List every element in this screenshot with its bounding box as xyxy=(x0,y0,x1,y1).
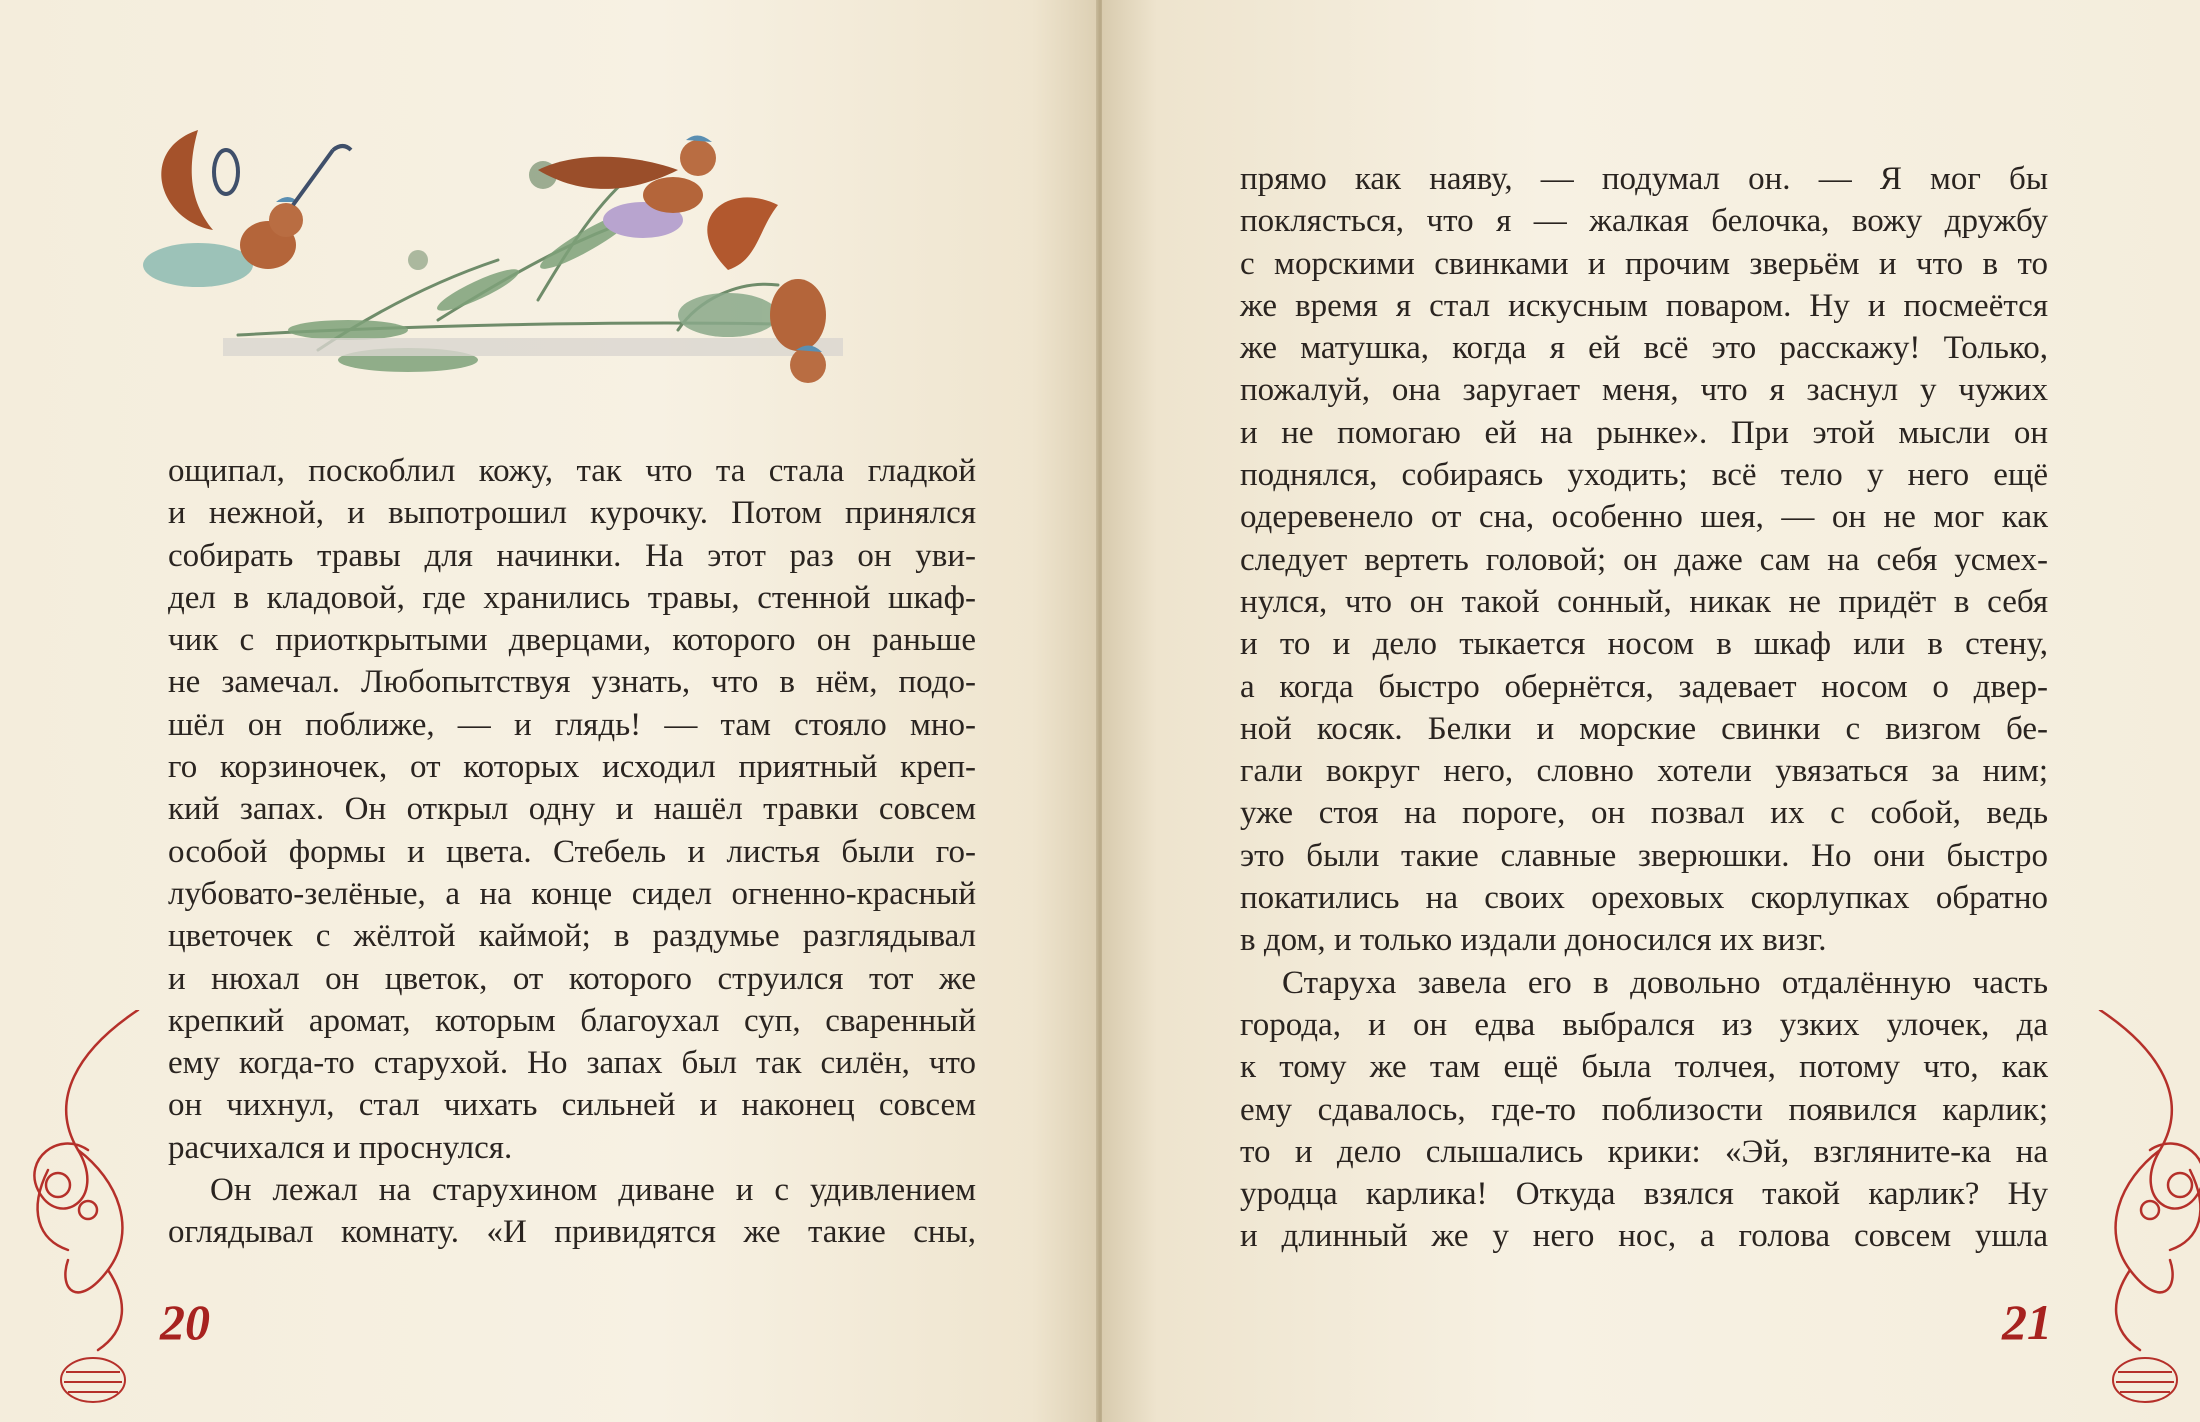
page-number: 20 xyxy=(160,1294,210,1350)
text-line: расчихался и проснулся. xyxy=(168,1129,513,1166)
text-line: нулся, что он такой сонный, никак не придёт в себя xyxy=(1240,583,2048,620)
text-line: оглядывал комнату. «И привидятся же такие сны, xyxy=(168,1214,976,1251)
page-number: 21 xyxy=(2002,1294,2052,1350)
squirrels-illustration xyxy=(118,110,1078,430)
text-line: собирать травы для начинки. На этот раз он уви- xyxy=(168,537,976,574)
text-line: уродца карлика! Откуда взялся такой карлик? Ну xyxy=(1240,1176,2048,1213)
text-line: прямо как наяву, — подумал он. — Я мог бы xyxy=(1240,161,2048,197)
text-line: поклясться, что я — жалкая белочка, вожу дружбу xyxy=(1240,203,2048,240)
text-line: крепкий аромат, которым благоухал суп, сваренный xyxy=(168,1002,976,1039)
floral-ornament-left xyxy=(18,1010,168,1410)
text-line: он чихнул, стал чихать сильней и наконец совсем xyxy=(168,1087,976,1124)
left-page-text xyxy=(168,450,976,1254)
text-line: и нежной, и выпотрошил курочку. Потом принялся xyxy=(168,495,976,532)
text-line: особой формы и цвета. Стебель и листья были го- xyxy=(168,833,976,870)
text-line: и длинный же у него нос, а голова совсем ушла xyxy=(1240,1218,2048,1255)
text-line: лубовато-зелёные, а на конце сидел огненно-красный xyxy=(168,875,976,912)
text-line: одеревенело от сна, особенно шея, — он не мог как xyxy=(1240,499,2048,536)
floral-ornament-right xyxy=(2070,1010,2200,1410)
text-line: к тому же там ещё была толчея, потому что, как xyxy=(1240,1049,2048,1086)
text-line: пожалуй, она заругает меня, что я заснул у чужих xyxy=(1240,372,2048,409)
left-page xyxy=(0,0,1098,1422)
right-page-text xyxy=(1240,158,2048,1258)
text-line: города, и он едва выбрался из узких улочек, да xyxy=(1240,1006,2048,1043)
text-line: чик с приоткрытыми дверцами, которого он раньше xyxy=(168,622,976,659)
text-line: следует вертеть головой; он даже сам на себя усмех- xyxy=(1240,541,2048,578)
text-line: Старуха завела его в довольно отдалённую часть xyxy=(1282,964,2048,1001)
text-line: и нюхал он цветок, от которого струился тот же xyxy=(168,960,976,997)
text-line: же время я стал искусным поваром. Ну и посмеётся xyxy=(1240,287,2048,324)
text-line: в дом, и только издали доносился их визг. xyxy=(1240,922,1827,959)
text-line: а когда быстро обернётся, задевает носом о двер- xyxy=(1240,668,2048,705)
text-line: поднялся, собираясь уходить; всё тело у него ещё xyxy=(1240,457,2048,494)
text-line: не замечал. Любопытствуя узнать, что в нём, подо- xyxy=(168,664,976,701)
text-line: же матушка, когда я ей всё это расскажу! Только, xyxy=(1240,330,2048,367)
text-line: дел в кладовой, где хранились травы, стенной шкаф- xyxy=(168,579,976,616)
text-line: уже стоя на пороге, он позвал их с собой, ведь xyxy=(1240,795,2048,832)
text-line: го корзиночек, от которых исходил приятный креп- xyxy=(168,749,976,786)
text-line: и не помогаю ей на рынке». При этой мысли он xyxy=(1240,414,2048,451)
text-line: ему сдавалось, где-то поблизости появился карлик; xyxy=(1240,1091,2048,1128)
text-line: шёл он поближе, — и глядь! — там стояло мно- xyxy=(168,706,976,743)
text-line: ной косяк. Белки и морские свинки с визгом бе- xyxy=(1240,710,2048,747)
text-line: Он лежал на старухином диване и с удивлением xyxy=(210,1172,976,1209)
text-line: с морскими свинками и прочим зверьём и что в то xyxy=(1240,245,2048,282)
text-line: и то и дело тыкается носом в шкаф или в стену, xyxy=(1240,626,2048,663)
text-line: ощипал, поскоблил кожу, так что та стала гладкой xyxy=(168,453,976,489)
text-line: кий запах. Он открыл одну и нашёл травки совсем xyxy=(168,791,976,828)
text-line: это были такие славные зверюшки. Но они быстро xyxy=(1240,837,2048,874)
text-line: ему когда-то старухой. Но запах был так силён, что xyxy=(168,1045,976,1082)
text-line: цветочек с жёлтой каймой; в раздумье разглядывал xyxy=(168,918,976,955)
text-line: то и дело слышались крики: «Эй, взгляните-ка на xyxy=(1240,1133,2048,1170)
text-line: гали вокруг него, словно хотели увязаться за ним; xyxy=(1240,753,2048,790)
text-line: покатились на своих ореховых скорлупках обратно xyxy=(1240,880,2048,917)
